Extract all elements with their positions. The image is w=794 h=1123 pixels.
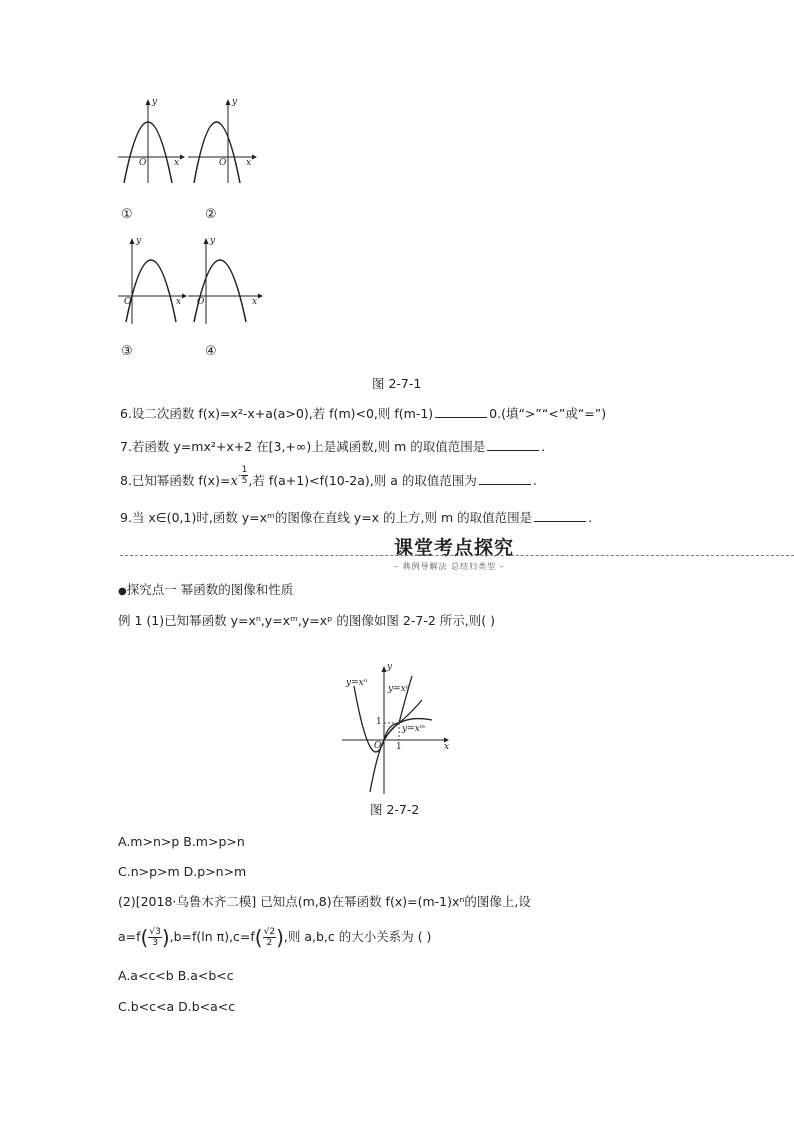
tick-one-x: 1 — [396, 742, 402, 752]
origin-label: O — [197, 297, 205, 307]
origin-label: O — [219, 158, 227, 168]
graph-4-label: ④ — [205, 344, 217, 359]
explore-title: 探究点一 幂函数的图像和性质 — [126, 582, 294, 597]
question-9-tail: . — [588, 510, 593, 525]
fraction-a-numerator: √3 — [149, 927, 161, 937]
graph-2-label: ② — [205, 207, 217, 222]
graph-power-functions — [340, 662, 456, 794]
fraction-a — [148, 927, 161, 948]
b-definition: ,b=f(ln π),c=f — [169, 929, 255, 944]
section-subtitle: – 典例导解法 总结归类型 – — [394, 562, 505, 571]
question-9-text: 9.当 x∈(0,1)时,函数 y=xᵐ的图像在直线 y=x 的上方,则 m 的取值范围是 — [120, 510, 533, 525]
power-exponent — [237, 465, 249, 486]
answer-blank[interactable] — [534, 510, 586, 522]
fraction-c-numerator: √2 — [263, 927, 276, 937]
origin-label: O — [374, 741, 382, 751]
question-8-mid: ,若 f(a+1)<f(10-2a),则 a 的取值范围为 — [248, 473, 477, 488]
axis-x-label: x — [246, 158, 252, 168]
question-9 — [120, 510, 592, 526]
options-2-row-1: A.a<c<b B.a<b<c — [118, 968, 234, 983]
origin-label: O — [139, 158, 147, 168]
graph-1 — [118, 97, 186, 183]
fraction-c — [263, 927, 276, 948]
axis-y-label: y — [232, 97, 238, 107]
options-1-row-2: C.n>p>m D.p>n>m — [118, 864, 247, 879]
question-8-pre: 8.已知幂函数 f(x)= — [120, 473, 231, 488]
example-1-part-2: (2)[2018·乌鲁木齐二模] 已知点(m,8)在幂函数 f(x)=(m-1)xⁿ的图像上,设 — [118, 894, 531, 909]
question-8 — [120, 465, 537, 493]
question-8-tail: . — [532, 473, 537, 488]
left-paren: ( — [140, 925, 149, 950]
axis-x-label: x — [252, 297, 258, 307]
question-6-tail: 0.(填“>”“<”或“=”) — [489, 406, 607, 421]
answer-blank[interactable] — [487, 439, 539, 451]
figure-1-caption: 图 2-7-1 — [372, 376, 422, 391]
example-1-part-1: 例 1 (1)已知幂函数 y=xⁿ,y=xᵐ,y=xᵖ 的图像如图 2-7-2 所示,则( ) — [118, 613, 495, 628]
options-2-row-2: C.b<c<a D.b<a<c — [118, 999, 236, 1014]
exponent-fraction — [241, 465, 249, 486]
curve-n-label: y=xⁿ — [346, 678, 368, 688]
exponent-denominator: 5 — [241, 476, 248, 486]
answer-blank[interactable] — [479, 473, 531, 485]
fraction-c-denominator: 2 — [266, 938, 273, 948]
axis-x-label: x — [444, 742, 450, 752]
section-divider — [120, 555, 794, 556]
exponent-numerator: 1 — [241, 465, 248, 475]
graph-2 — [188, 97, 258, 183]
figure-2-caption: 图 2-7-2 — [370, 802, 420, 817]
exponent-sign: - — [237, 471, 241, 480]
axis-x-label: x — [176, 297, 182, 307]
axis-y-label: y — [136, 236, 142, 246]
bullet-icon: ● — [118, 586, 127, 597]
question-7-text: 7.若函数 y=mx²+x+2 在[3,+∞)上是减函数,则 m 的取值范围是 — [120, 439, 486, 454]
tick-one-y: 1 — [376, 717, 382, 727]
axis-y-label: y — [152, 97, 158, 107]
right-paren: ) — [161, 925, 170, 950]
right-paren: ) — [276, 925, 284, 950]
graph-3-label: ③ — [121, 344, 133, 359]
origin-label: O — [124, 297, 132, 307]
graph-3 — [118, 234, 188, 324]
question-6 — [120, 406, 606, 422]
power-base: x — [230, 474, 238, 489]
left-paren: ( — [254, 925, 263, 950]
example-1-part-2-line-2 — [118, 926, 431, 949]
comparison-question: ,则 a,b,c 的大小关系为 ( ) — [283, 929, 432, 944]
fraction-a-denominator: 3 — [152, 938, 158, 948]
question-7 — [120, 439, 545, 455]
question-6-text: 6.设二次函数 f(x)=x²-x+a(a>0),若 f(m)<0,则 f(m-1) — [120, 406, 434, 421]
explore-point-heading — [118, 582, 293, 600]
curve-p-label: y=xᵖ — [388, 684, 410, 694]
axis-x-label: x — [174, 158, 180, 168]
answer-blank[interactable] — [435, 406, 487, 418]
graph-1-label: ① — [121, 207, 133, 222]
section-title: 课堂考点探究 — [394, 537, 515, 559]
question-7-tail: . — [541, 439, 546, 454]
options-1-row-1: A.m>n>p B.m>p>n — [118, 834, 245, 849]
graph-4 — [188, 234, 264, 324]
curve-m-label: y=xᵐ — [402, 724, 426, 734]
axis-y-label: y — [387, 662, 393, 672]
axis-y-label: y — [210, 236, 216, 246]
a-definition: a=f — [118, 929, 141, 944]
